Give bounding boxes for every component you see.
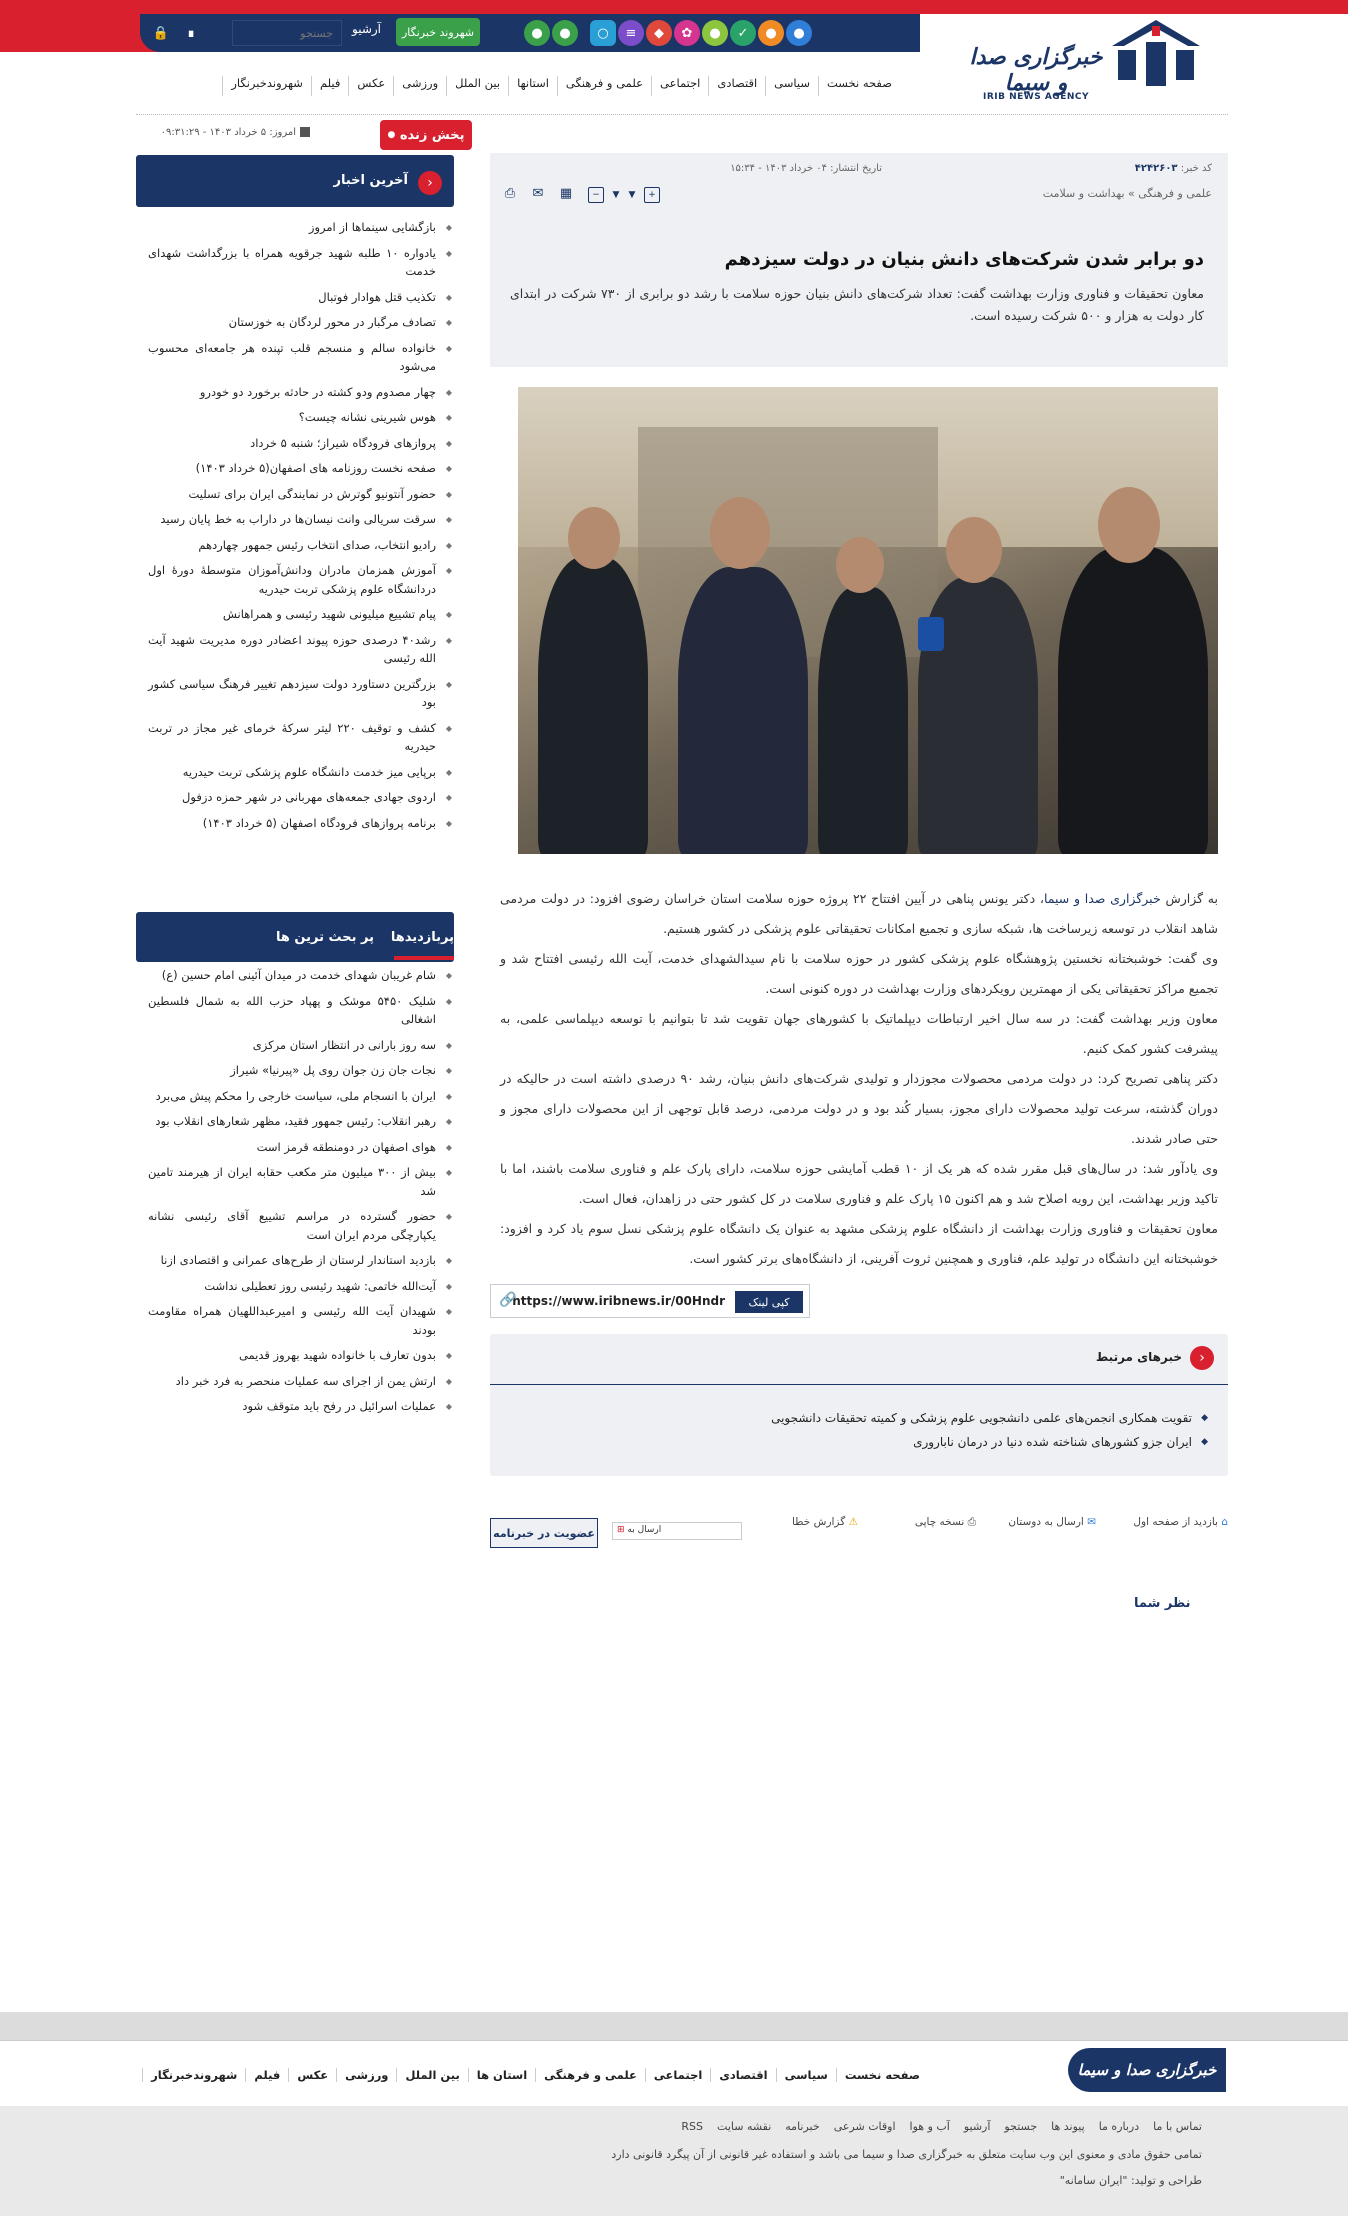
paragraph-2: وی گفت: خوشبختانه نخستین پژوهشگاه علوم پزشکی کشور در حوزه سلامت با نام سیدالشهدای خدمت، آیت الله رئیسی افتتاح شد و تجمیع مراکز تحقیقاتی یکی از مهمترین رویکردهای وزارت بهداشت در دوره کنونی است. xyxy=(500,951,1218,996)
clock-icon xyxy=(300,127,310,137)
paragraph-1-prefix: به گزارش xyxy=(1165,891,1218,906)
font-size-large-icon[interactable]: ▼ xyxy=(628,190,636,200)
nav-item[interactable]: عکس xyxy=(348,76,393,96)
footer-link[interactable]: آب و هوا xyxy=(909,2120,950,2133)
footer-gray-band xyxy=(0,2012,1348,2040)
tab-most-discussed[interactable]: پر بحث ترین ها xyxy=(275,930,374,945)
copy-link-button[interactable]: کپی لینک xyxy=(735,1291,803,1313)
photo-head-4 xyxy=(946,517,1002,583)
report-error-label: گزارش خطا xyxy=(791,1516,846,1528)
footer-nav-item[interactable]: اقتصادی xyxy=(710,2068,775,2082)
app-icon-5[interactable]: ● xyxy=(702,20,728,46)
popular-news-item[interactable]: ◆ شام غریبان شهدای خدمت در میدان آئینی امام حسین (ع) xyxy=(148,966,454,985)
apple-icon[interactable]: ● xyxy=(552,20,578,46)
citizen-reporter-button[interactable]: شهروند خبرنگار xyxy=(396,18,480,46)
photo-person-3 xyxy=(818,587,908,854)
latest-news-item[interactable]: ◆ یادواره ۱۰ طلبه شهید جرقویه همراه با بزرگداشت شهدای خدمت xyxy=(148,244,454,281)
breadcrumb[interactable]: علمی و فرهنگی » بهداشت و سلامت xyxy=(1042,187,1212,200)
latest-news-list xyxy=(148,218,454,839)
popular-news-list xyxy=(148,966,454,1423)
footer-link[interactable]: پیوند ها xyxy=(1051,2120,1085,2133)
send-to-friends-label: ارسال به دوستان xyxy=(1008,1516,1084,1528)
news-code-label: کد خبر: xyxy=(1180,163,1212,174)
main-nav xyxy=(222,76,900,96)
nav-item[interactable]: اجتماعی xyxy=(651,76,708,96)
app-icon-7[interactable]: ● xyxy=(758,20,784,46)
paragraph-1 xyxy=(500,884,1218,944)
article-lead: معاون تحقیقات و فناوری وزارت بهداشت گفت: تعداد شرکت‌های دانش بنیان حوزه سلامت با رشد دو برابری از ۷۳۰ شرکت در ابتدای کار دولت به هزار و ۵۰۰ شرکت رسیده است. xyxy=(510,286,1205,323)
news-code-value: ۴۲۴۲۶۰۳ xyxy=(1134,163,1178,174)
photo-person-2 xyxy=(678,567,808,854)
latest-news-item[interactable]: ◆ خانواده سالم و منسجم قلب تپنده هر جامعه‌ای محسوب می‌شود xyxy=(148,339,454,376)
live-label: پخش زنده xyxy=(399,127,465,143)
font-increase-icon[interactable]: + xyxy=(644,187,660,203)
latest-news-item[interactable]: ◆ بزرگترین دستاورد دولت سیزدهم تغییر فرهنگ سیاسی کشور بود xyxy=(148,675,454,712)
save-icon[interactable]: ▦ xyxy=(559,185,573,201)
logo-text[interactable]: خبرگزاری صدا و سیما xyxy=(969,44,1103,96)
live-stream-button[interactable] xyxy=(380,120,472,150)
nav-item[interactable]: سیاسی xyxy=(765,76,818,96)
nav-item[interactable]: استانها xyxy=(508,76,557,96)
nav-item[interactable]: شهروندخبرنگار xyxy=(222,76,311,96)
popular-news-item[interactable]: ◆ عملیات اسرائیل در رفح باید متوقف شود xyxy=(148,1397,454,1416)
article-header xyxy=(490,153,1228,367)
app-icon-1[interactable]: ○ xyxy=(590,20,616,46)
android-icon[interactable]: ● xyxy=(524,20,550,46)
link-icon: 🔗 xyxy=(499,1292,517,1308)
latest-news-title: آخرین اخبار xyxy=(333,173,408,188)
home-page-label: بازدید از صفحه اول xyxy=(1133,1516,1218,1528)
latest-news-item[interactable]: ◆ حضور آنتونیو گوترش در نمایندگی ایران برای تسلیت xyxy=(148,485,454,504)
popular-news-item[interactable]: ◆ شلیک ۵۴۵۰ موشک و پهپاد حزب الله به شمال فلسطین اشغالی xyxy=(148,992,454,1029)
home-page-action[interactable] xyxy=(1133,1516,1228,1528)
popular-news-item[interactable]: ◆ هوای اصفهان در دومنطقه قرمز است xyxy=(148,1138,454,1157)
popular-news-item[interactable]: ◆ حضور گسترده در مراسم تشییع آقای رئیسی نشانه یکپارچگی مردم ایران است xyxy=(148,1207,454,1244)
article-title: دو برابر شدن شرکت‌های دانش بنیان در دولت سیزدهم xyxy=(724,249,1204,270)
footer-nav xyxy=(142,2068,928,2082)
article-body xyxy=(500,884,1218,1274)
popular-news-item[interactable]: ◆ بازدید استاندار لرستان از طرح‌های عمرانی و اقتصادی ازنا xyxy=(148,1251,454,1270)
photo-person-5 xyxy=(1058,547,1208,854)
tab-most-viewed[interactable]: پربازدیدها xyxy=(390,930,454,945)
logo-subtitle: IRIB NEWS AGENCY xyxy=(983,92,1089,102)
latest-news-header xyxy=(136,155,454,207)
footer-nav-item[interactable]: سیاسی xyxy=(776,2068,836,2082)
latest-news-item[interactable]: ◆ رادیو انتخاب، صدای انتخاب رئیس جمهور چهاردهم xyxy=(148,536,454,555)
latest-news-item[interactable]: ◆ آموزش همزمان مادران ودانش‌آموزان متوسطۀ دورۀ اول دردانشگاه علوم پزشکی تربت حیدریه xyxy=(148,561,454,598)
archive-link[interactable]: آرشیو xyxy=(352,22,382,36)
report-error-action[interactable] xyxy=(792,1516,858,1528)
latest-news-item[interactable]: ◆ سرقت سریالی وانت نیسان‌ها در داراب به خط پایان رسید xyxy=(148,510,454,529)
nav-item[interactable]: صفحه نخست xyxy=(818,76,900,96)
publish-date: تاریخ انتشار: ۰۴ خرداد ۱۴۰۳ - ۱۵:۳۴ xyxy=(730,163,882,174)
popular-news-item[interactable]: ◆ بدون تعارف با خانواده شهید بهروز قدیمی xyxy=(148,1346,454,1365)
photo-head-1 xyxy=(568,507,620,569)
app-icon-6[interactable]: ✓ xyxy=(730,20,756,46)
footer-nav-item[interactable]: عکس xyxy=(288,2068,336,2082)
latest-news-item[interactable]: ◆ هوس شیرینی نشانه چیست؟ xyxy=(148,408,454,427)
email-icon[interactable]: ✉ xyxy=(532,185,544,201)
home-icon: ⌂ xyxy=(1221,1516,1228,1528)
top-red-band xyxy=(0,0,1348,14)
photo-head-2 xyxy=(710,497,770,569)
nav-item[interactable]: فیلم xyxy=(311,76,348,96)
photo-head-3 xyxy=(836,537,884,593)
footer-link[interactable]: خبرنامه xyxy=(785,2120,820,2133)
footer-link[interactable]: درباره ما xyxy=(1098,2120,1140,2133)
latest-news-item[interactable]: ◆ برنامه پروازهای فرودگاه اصفهان (۵ خرداد ۱۴۰۳) xyxy=(148,814,454,833)
related-news-item[interactable]: ◆ تقویت همکاری انجمن‌های علمی دانشجویی علوم پزشکی و کمیته تحقیقات دانشجویی xyxy=(771,1406,1208,1430)
share-widget[interactable] xyxy=(612,1522,742,1540)
print-icon[interactable]: ⎙ xyxy=(504,185,516,201)
latest-news-item[interactable]: ◆ بازگشایی سینماها از امروز xyxy=(148,218,454,237)
search-input[interactable] xyxy=(232,20,342,46)
article-photo[interactable] xyxy=(518,387,1218,854)
app-icon-8[interactable]: ● xyxy=(786,20,812,46)
font-decrease-icon[interactable]: − xyxy=(588,187,604,203)
popular-news-item[interactable]: ◆ نجات جان زن جوان روی پل «پیرنیا» شیراز xyxy=(148,1061,454,1080)
latest-news-item[interactable]: ◆ اردوی جهادی جمعه‌های مهربانی در شهر حمزه دزفول xyxy=(148,788,454,807)
popular-news-item[interactable]: ◆ ایران با انسجام ملی، سیاست خارجی را محکم پیش می‌برد xyxy=(148,1087,454,1106)
footer-nav-item[interactable]: صفحه نخست xyxy=(836,2068,928,2082)
source-link[interactable]: خبرگزاری صدا و سیما xyxy=(1043,891,1161,906)
share-label: ارسال به xyxy=(627,1525,662,1535)
comments-title: نظر شما xyxy=(1134,1596,1191,1611)
font-size-small-icon[interactable]: ▼ xyxy=(612,190,620,200)
related-news-item[interactable]: ◆ ایران جزو کشورهای شناخته شده دنیا در درمان ناباروری xyxy=(771,1430,1208,1454)
footer-link[interactable]: تماس با ما xyxy=(1153,2120,1202,2133)
popular-news-item[interactable]: ◆ بیش از ۳۰۰ میلیون متر مکعب حقابه ایران از هیرمند تامین شد xyxy=(148,1163,454,1200)
footer-nav-item[interactable]: علمی و فرهنگی xyxy=(535,2068,645,2082)
footer-nav-item[interactable]: بین الملل xyxy=(396,2068,467,2082)
footer-nav-item[interactable]: فیلم xyxy=(245,2068,288,2082)
app-icon-3[interactable]: ◆ xyxy=(646,20,672,46)
related-divider xyxy=(490,1384,1228,1385)
today-text: امروز: ۵ خرداد ۱۴۰۳ - ۰۹:۳۱:۲۹ xyxy=(160,127,296,138)
paragraph-5: وی یادآور شد: در سال‌های قبل مقرر شده که هر یک از ۱۰ قطب آمایشی حوزه سلامت، دارای پارک علم و فناوری سلامت باشند، اما با تاکید وزیر بهداشت، این رویه اصلاح شد و هم اکنون ۱۵ پارک علم و فناوری سلامت در کل کشور حتی در زاهدان، فعال است. xyxy=(500,1161,1218,1206)
footer-links xyxy=(667,2120,1202,2133)
irib-logo-emblem[interactable] xyxy=(1108,16,1204,94)
news-code xyxy=(1135,163,1212,174)
latest-news-item[interactable]: ◆ پیام تشییع میلیونی شهید رئیسی و همراهانش xyxy=(148,605,454,624)
popular-news-item[interactable]: ◆ شهیدان آیت الله رئیسی و امیرعبداللهیان همراه مقاومت بودند xyxy=(148,1302,454,1339)
footer-copyright: تمامی حقوق مادی و معنوی این وب سایت متعلق به خبرگزاری صدا و سیما می باشد و استفاده غیر قانونی از آن پیگرد قانونی دارد xyxy=(611,2148,1202,2161)
live-dot-icon: ● xyxy=(387,130,396,140)
footer-link[interactable]: RSS xyxy=(681,2120,704,2133)
envelope-icon: ✉ xyxy=(1087,1516,1096,1528)
popular-news-item[interactable]: ◆ آیت‌الله خاتمی: شهید رئیسی روز تعطیلی نداشت xyxy=(148,1277,454,1296)
popular-news-item[interactable]: ◆ ارتش یمن از اجرای سه عملیات منحصر به فرد خبر داد xyxy=(148,1372,454,1391)
latest-news-item[interactable]: ◆ صفحه نخست روزنامه های اصفهان(۵ خرداد ۱۴۰۳) xyxy=(148,459,454,478)
share-plus-icon: ⊞ xyxy=(617,1525,625,1535)
rss-icon[interactable]: ∎ xyxy=(186,25,196,41)
tab-active-indicator xyxy=(394,956,454,960)
app-icon-4[interactable]: ✿ xyxy=(674,20,700,46)
nav-item[interactable]: اقتصادی xyxy=(708,76,765,96)
paragraph-1-rest: ، دکتر یونس پناهی در آیین افتتاح ۲۲ پروژه حوزه سلامت استان خراسان رضوی افزود: در دولت مردمی شاهد انقلاب در توسعه زیرساخت ها، شبکه سازی و تجمیع امکانات تحقیقاتی علوم پزشکی در کشور هستیم. xyxy=(500,891,1218,936)
newsletter-button[interactable]: عضویت در خبرنامه xyxy=(490,1518,598,1548)
latest-news-item[interactable]: ◆ رشد۴۰ درصدی حوزه پیوند اعضادر دوره مدیریت شهید آیت الله رئیسی xyxy=(148,631,454,668)
send-to-friends-action[interactable] xyxy=(1008,1516,1096,1528)
today-date xyxy=(150,127,310,138)
nav-item[interactable]: ورزشی xyxy=(393,76,446,96)
short-link-url[interactable]: https://www.iribnews.ir/00Hndr xyxy=(512,1294,725,1308)
short-link-box xyxy=(490,1284,810,1318)
footer-nav-item[interactable]: ورزشی xyxy=(336,2068,396,2082)
paragraph-6: معاون تحقیقات و فناوری وزارت بهداشت از دانشگاه علوم پزشکی مشهد به عنوان یک دانشگاه علوم پزشکی نسل سوم یاد کرد و افزود: خوشبختانه این دانشگاه در تولید علم، فناوری و همچنین ثروت آفرینی، از دانشگاه‌های برتر کشور است. xyxy=(500,1221,1218,1266)
latest-news-item[interactable]: ◆ پروازهای فرودگاه شیراز؛ شنبه ۵ خرداد xyxy=(148,434,454,453)
photo-person-1 xyxy=(538,557,648,854)
latest-news-item[interactable]: ◆ برپایی میز خدمت دانشگاه علوم پزشکی تربت حیدریه xyxy=(148,763,454,782)
footer-nav-item[interactable]: اجتماعی xyxy=(645,2068,710,2082)
footer-link[interactable]: آرشیو xyxy=(963,2120,991,2133)
print-version-action[interactable] xyxy=(915,1516,976,1529)
app-icon-2[interactable]: ≡ xyxy=(618,20,644,46)
popular-tabs-header xyxy=(136,912,454,962)
footer-nav-item[interactable]: شهروندخبرنگار xyxy=(142,2068,245,2082)
popular-news-item[interactable]: ◆ رهبر انقلاب: رئیس جمهور فقید، مظهر شعارهای انقلاب بود xyxy=(148,1112,454,1131)
user-icon[interactable]: 🔒 xyxy=(152,25,170,41)
latest-news-item[interactable]: ◆ کشف و توقیف ۲۲۰ لیتر سرکۀ خرمای غیر مجاز در تربت حیدریه xyxy=(148,719,454,756)
footer-nav-item[interactable]: استان ها xyxy=(468,2068,535,2082)
popular-news-item[interactable]: ◆ سه روز بارانی در انتظار استان مرکزی xyxy=(148,1036,454,1055)
photo-head-5 xyxy=(1098,487,1160,563)
nav-divider xyxy=(136,114,1228,115)
latest-news-item[interactable]: ◆ تکذیب قتل هوادار فوتبال xyxy=(148,288,454,307)
print-version-label: نسخه چاپی xyxy=(914,1516,965,1528)
warning-icon: ⚠ xyxy=(848,1516,858,1528)
related-news-list xyxy=(771,1406,1208,1454)
footer-link[interactable]: نقشه سایت xyxy=(717,2120,772,2133)
photo-microphone xyxy=(918,617,944,651)
latest-news-item[interactable]: ◆ تصادف مرگبار در محور لردگان به خوزستان xyxy=(148,313,454,332)
paragraph-3: معاون وزیر بهداشت گفت: در سه سال اخیر ارتباطات دیپلماتیک با کشورهای جهان تقویت شد تا بتوانیم با توسعه دیپلماسی علمی، به پیشرفت کشور کمک کنیم. xyxy=(500,1011,1218,1056)
related-news xyxy=(490,1334,1228,1476)
nav-item[interactable]: بین الملل xyxy=(446,76,508,96)
footer-design-credit: طراحی و تولید: "ایران سامانه" xyxy=(1059,2174,1202,2187)
printer-icon: ⎙ xyxy=(967,1516,976,1528)
footer-link[interactable]: جستجو xyxy=(1004,2120,1038,2133)
footer-logo[interactable]: خبرگزاری صدا و سیما xyxy=(1068,2048,1226,2092)
paragraph-4: دکتر پناهی تصریح کرد: در دولت مردمی محصولات مجوزدار و تولیدی شرکت‌های دانش بنیان، رشد ۹۰ درصدی داشته است در حالیکه در دوران گذشته، سرعت تولید محصولات دارای مجوز، بسیار کُند بود و در دولت مردمی، درصد قابل توجهی از این محصولات دارای مجوز و حتی صادر شدند. xyxy=(500,1071,1218,1146)
related-news-title: خبرهای مرتبط xyxy=(1095,1350,1182,1364)
chevron-left-icon[interactable]: ‹ xyxy=(418,171,442,195)
latest-news-item[interactable]: ◆ چهار مصدوم ودو کشته در حادثه برخورد دو خودرو xyxy=(148,383,454,402)
footer-link[interactable]: اوقات شرعی xyxy=(833,2120,896,2133)
nav-item[interactable]: علمی و فرهنگی xyxy=(557,76,651,96)
chevron-left-icon[interactable]: ‹ xyxy=(1190,1346,1214,1370)
